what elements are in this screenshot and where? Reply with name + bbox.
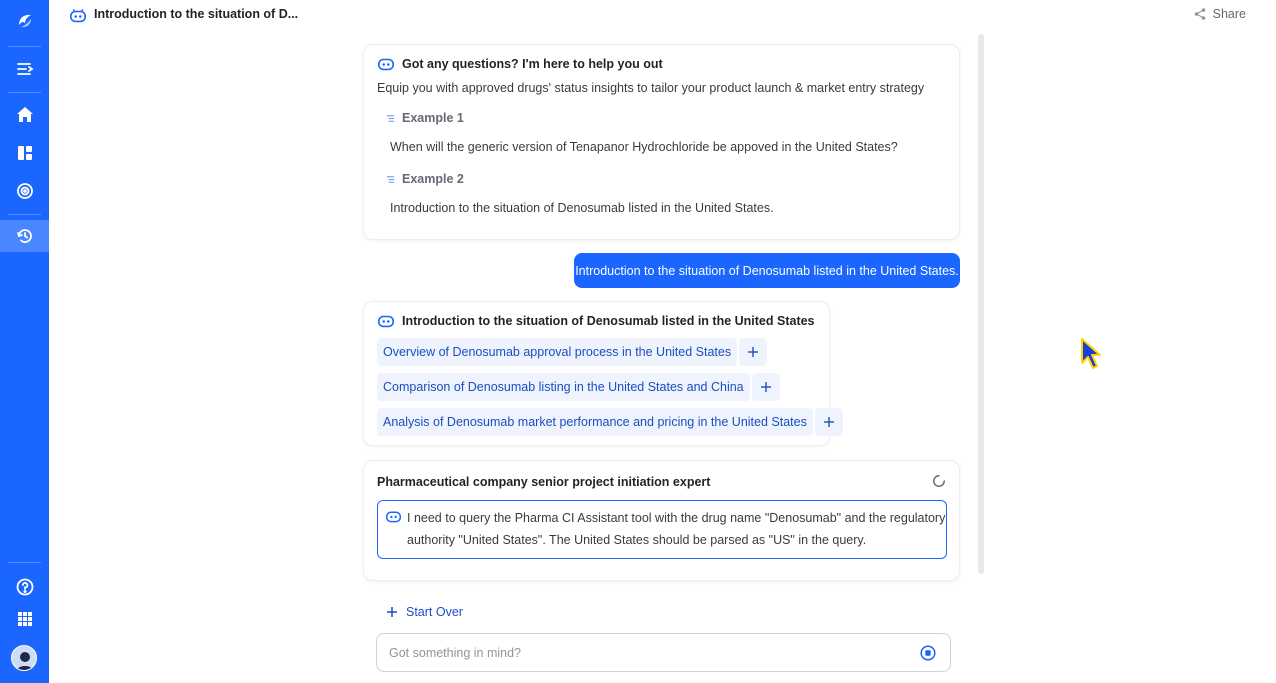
plus-icon <box>747 346 759 358</box>
stop-icon[interactable] <box>920 645 936 661</box>
page-title: Introduction to the situation of D... <box>94 7 299 21</box>
radar-icon[interactable] <box>0 175 49 207</box>
response-heading: Introduction to the situation of Denosumab listed in the United States <box>402 314 815 328</box>
message-input-placeholder: Got something in mind? <box>389 646 522 660</box>
list-icon <box>385 174 396 185</box>
assistant-history-icon[interactable] <box>0 220 49 252</box>
plus-icon <box>823 416 835 428</box>
help-icon[interactable] <box>0 571 49 603</box>
start-over-label: Start Over <box>406 605 463 619</box>
suggestion-text[interactable]: Comparison of Denosumab listing in the United States and China <box>377 373 750 401</box>
loading-spinner-icon <box>932 474 946 488</box>
suggestion-item <box>377 408 843 436</box>
expert-heading: Pharmaceutical company senior project initiation expert <box>377 475 711 489</box>
start-over-button[interactable] <box>386 605 463 619</box>
sidebar <box>0 0 49 683</box>
suggestion-text[interactable]: Overview of Denosumab approval process in the United States <box>377 338 737 366</box>
topbar <box>49 0 1276 32</box>
assistant-bot-icon <box>377 312 395 330</box>
add-suggestion-button[interactable] <box>752 373 780 401</box>
example-1-label: Example 1 <box>402 111 464 125</box>
expert-message-line-2: authority "United States". The United States should be parsed as "US" in the query. <box>407 533 867 547</box>
dashboard-icon[interactable] <box>0 137 49 169</box>
share-button[interactable] <box>1193 7 1246 21</box>
app-logo-icon[interactable] <box>0 5 49 37</box>
intro-heading: Got any questions? I'm here to help you out <box>402 57 663 71</box>
plus-icon <box>386 606 398 618</box>
example-2-text[interactable]: Introduction to the situation of Denosumab listed in the United States. <box>390 201 774 215</box>
share-icon <box>1193 7 1207 21</box>
home-icon[interactable] <box>0 99 49 131</box>
expert-message-box <box>377 500 947 559</box>
suggestion-item <box>377 373 780 401</box>
suggestion-item <box>377 338 767 366</box>
example-2-label: Example 2 <box>402 172 464 186</box>
intro-description: Equip you with approved drugs' status insights to tailor your product launch & market entry strategy <box>377 81 925 95</box>
list-icon <box>385 113 396 124</box>
apps-grid-icon[interactable] <box>0 603 49 635</box>
add-suggestion-button[interactable] <box>739 338 767 366</box>
avatar[interactable] <box>11 645 37 671</box>
add-suggestion-button[interactable] <box>815 408 843 436</box>
expert-message-line-1: I need to query the Pharma CI Assistant tool with the drug name "Denosumab" and the regulatory <box>407 511 946 525</box>
share-label: Share <box>1212 7 1246 21</box>
intro-card <box>363 44 960 240</box>
user-message-bubble: Introduction to the situation of Denosumab listed in the United States. <box>574 253 960 288</box>
example-1-text[interactable]: When will the generic version of Tenapanor Hydrochloride be appoved in the United States? <box>390 140 898 154</box>
expand-menu-icon[interactable] <box>0 53 49 85</box>
mouse-cursor-icon <box>1080 337 1102 371</box>
assistant-bot-icon <box>377 55 395 73</box>
expert-card <box>363 460 960 581</box>
suggestion-text[interactable]: Analysis of Denosumab market performance and pricing in the United States <box>377 408 813 436</box>
message-input[interactable] <box>376 633 951 672</box>
response-card <box>363 301 830 446</box>
assistant-bot-icon <box>69 7 87 25</box>
scrollbar[interactable] <box>978 34 984 574</box>
plus-icon <box>760 381 772 393</box>
assistant-bot-icon <box>385 508 402 525</box>
